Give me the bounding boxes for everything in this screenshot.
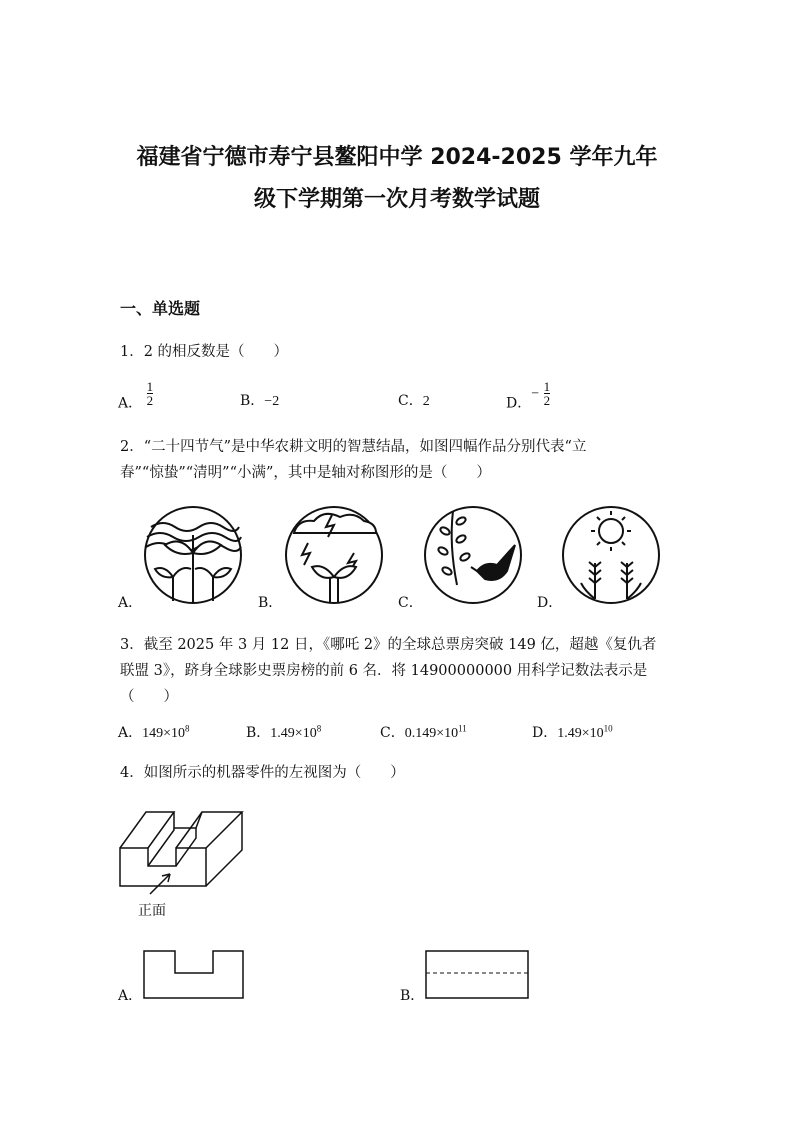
question-2-line-2: 春”“惊蛰”“清明”“小满”，其中是轴对称图形的是（ ） [120,465,491,481]
q2-option-d-label[interactable]: D． [537,595,563,611]
option-exponent: 8 [185,723,190,734]
option-label: C． [398,393,423,409]
option-label: D． [506,395,532,412]
q4-option-a-label[interactable]: A． [118,988,143,1004]
option-exponent: 8 [316,723,322,734]
option-label: A． [118,395,143,412]
question-1-stem: 1．2 的相反数是（ ） [120,344,289,360]
q2-option-a-label[interactable]: A． [118,595,143,611]
left-view-notch-option[interactable] [143,950,245,1000]
section-heading: 一、单选题 [120,299,201,318]
q3-option-d[interactable] [532,722,613,742]
q1-option-a[interactable] [118,380,153,413]
question-3-line-1: 3．截至 2025 年 3 月 12 日，《哪吒 2》的全球总票房突破 149 亿，超越《复仇者 [120,637,657,653]
machine-part-figure [118,808,248,898]
option-label: C． [380,725,405,741]
option-label: A． [118,725,143,741]
q2-option-c-label[interactable]: C． [398,595,423,611]
q3-option-c[interactable] [380,722,467,742]
fraction-one-half: $\frac{1}{2}$ [146,379,154,408]
question-3-line-2: 联盟 3》，跻身全球影史票房榜的前 6 名．将 14900000000 用科学记数法表示是 [120,663,648,679]
q1-option-d[interactable] [506,380,550,413]
q1-option-b[interactable] [240,390,279,410]
q3-option-a[interactable] [118,722,190,742]
title-line-2: 级下学期第一次月考数学试题 [253,187,540,212]
q2-option-b-label[interactable]: B． [258,595,283,611]
sun-wheat-icon[interactable] [561,505,661,605]
minus-sign: − [531,386,540,402]
left-view-dashed-option[interactable] [425,950,531,1000]
q3-option-b[interactable] [246,722,321,742]
option-exponent: 11 [458,723,467,734]
title-line-1: 福建省宁德市寿宁县鳌阳中学 2024-2025 学年九年 [136,145,658,170]
option-label: D． [532,725,558,741]
option-label: B． [246,725,271,741]
question-3-line-3: （ ） [120,689,178,705]
option-label: B． [240,393,265,409]
q4-option-b-label[interactable]: B． [400,988,425,1004]
lightning-sprout-icon[interactable] [284,505,384,605]
willow-swallow-icon[interactable] [423,505,523,605]
question-2-line-1: 2．“二十四节气”是中华农耕文明的智慧结晶，如图四幅作品分别代表“立 [120,439,587,455]
option-exponent: 10 [603,723,613,734]
option-value: 2 [422,394,430,409]
option-base: 149×10 [142,726,186,741]
option-base: 0.149×10 [404,726,459,741]
front-label: 正面 [138,903,166,919]
sprout-in-waves-icon[interactable] [143,505,243,605]
option-base: 1.49×10 [557,726,604,741]
option-base: 1.49×10 [270,726,317,741]
question-4-stem: 4．如图所示的机器零件的左视图为（ ） [120,765,405,781]
fraction-one-half: $\frac{1}{2}$ [543,379,551,408]
option-value: −2 [264,394,280,409]
q1-option-c[interactable] [398,390,430,410]
